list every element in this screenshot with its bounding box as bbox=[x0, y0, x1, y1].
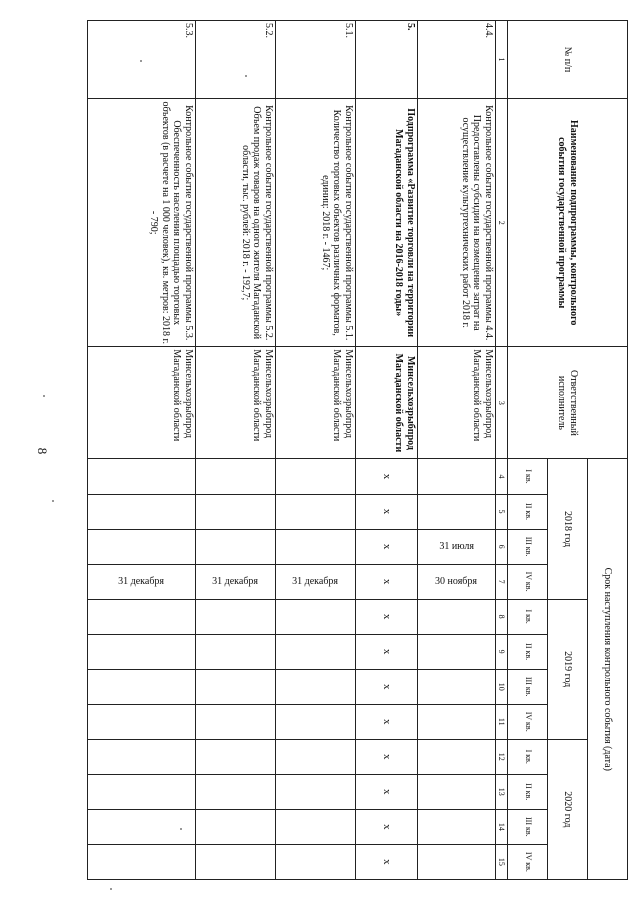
quarter-cell bbox=[196, 774, 276, 809]
header-year-2019: 2019 год bbox=[548, 599, 588, 739]
scan-speck bbox=[110, 888, 112, 890]
deadline-text: 31 декабря bbox=[292, 575, 339, 587]
quarter-cell bbox=[88, 494, 196, 529]
column-number: 7 bbox=[496, 564, 508, 599]
column-number: 4 bbox=[496, 459, 508, 494]
row-responsible: Минсельхозрыбпрод Магаданской области bbox=[356, 347, 418, 459]
header-quarter: IV кв. bbox=[508, 564, 548, 599]
rotated-table-stage bbox=[88, 20, 628, 880]
row-number: 5.2. bbox=[196, 21, 276, 99]
quarter-cell bbox=[196, 459, 276, 494]
quarter-cell bbox=[196, 704, 276, 739]
quarter-cell bbox=[418, 494, 496, 529]
header-row-period bbox=[588, 21, 628, 880]
quarter-cell bbox=[276, 634, 356, 669]
quarter-cell: х bbox=[356, 494, 418, 529]
quarter-cell bbox=[418, 774, 496, 809]
header-quarter: II кв. bbox=[508, 774, 548, 809]
control-events-table bbox=[87, 20, 628, 880]
quarter-cell bbox=[196, 529, 276, 564]
scan-speck bbox=[52, 500, 54, 502]
quarter-cell bbox=[276, 459, 356, 494]
row-number: 5.1. bbox=[276, 21, 356, 99]
quarter-cell bbox=[88, 774, 196, 809]
quarter-cell: х bbox=[356, 774, 418, 809]
column-number: 6 bbox=[496, 529, 508, 564]
header-num: № п/п bbox=[508, 21, 628, 99]
quarter-cell bbox=[88, 634, 196, 669]
column-number: 2 bbox=[496, 99, 508, 347]
column-number: 5 bbox=[496, 494, 508, 529]
column-number: 12 bbox=[496, 739, 508, 774]
quarter-cell: х bbox=[356, 529, 418, 564]
quarter-cell bbox=[418, 599, 496, 634]
table-row bbox=[418, 21, 496, 880]
header-quarter: IV кв. bbox=[508, 704, 548, 739]
header-year-2020: 2020 год bbox=[548, 739, 588, 879]
quarter-cell bbox=[418, 529, 496, 564]
column-number: 14 bbox=[496, 809, 508, 844]
table-row bbox=[276, 21, 356, 880]
header-quarter: I кв. bbox=[508, 739, 548, 774]
header-responsible: Ответственный исполнитель bbox=[508, 347, 628, 459]
row-event-name: Контрольное событие государственной программы 5.2. Объем продаж товаров на одного жителя Магаданской области, тыс. рублей: 2018 г. - 192,7; bbox=[196, 99, 276, 347]
row-subprogram-name: Подпрограмма «Развитие торговли на территории Магаданской области на 2016-2018 годы» bbox=[356, 99, 418, 347]
quarter-cell bbox=[196, 564, 276, 599]
row-number: 5. bbox=[356, 21, 418, 99]
header-quarter: III кв. bbox=[508, 809, 548, 844]
column-number: 1 bbox=[496, 21, 508, 99]
row-event-name: Контрольное событие государственной программы 5.1. Количество торговых объектов различных форматов, единиц: 2018 г. - 1467; bbox=[276, 99, 356, 347]
column-number: 8 bbox=[496, 599, 508, 634]
column-number: 15 bbox=[496, 844, 508, 879]
quarter-cell bbox=[88, 599, 196, 634]
row-event-name: Контрольное событие государственной программы 4.4. Предоставлены субсидии на возмещение затрат на осуществление культуртехнических работ 2018 г. bbox=[418, 99, 496, 347]
quarter-cell: х bbox=[356, 599, 418, 634]
quarter-cell: х bbox=[356, 669, 418, 704]
quarter-cell bbox=[196, 494, 276, 529]
quarter-cell bbox=[418, 669, 496, 704]
header-year-2018: 2018 год bbox=[548, 459, 588, 599]
header-name: Наименование подпрограммы, контрольного события государственной программы bbox=[508, 99, 628, 347]
row-number: 4.4. bbox=[418, 21, 496, 99]
quarter-cell bbox=[276, 809, 356, 844]
column-number: 11 bbox=[496, 704, 508, 739]
quarter-cell bbox=[276, 739, 356, 774]
header-quarter: III кв. bbox=[508, 669, 548, 704]
quarter-cell bbox=[276, 564, 356, 599]
table-row bbox=[88, 21, 196, 880]
quarter-cell bbox=[418, 844, 496, 879]
header-quarter: IV кв. bbox=[508, 844, 548, 879]
quarter-cell: х bbox=[356, 704, 418, 739]
quarter-cell bbox=[88, 459, 196, 494]
quarter-cell bbox=[276, 529, 356, 564]
scan-speck bbox=[43, 395, 45, 397]
quarter-cell bbox=[196, 634, 276, 669]
column-number: 9 bbox=[496, 634, 508, 669]
row-responsible: Минсельхозрыбпрод Магаданской области bbox=[418, 347, 496, 459]
deadline-text: 30 ноября bbox=[435, 575, 478, 587]
page-number: 8 bbox=[35, 447, 50, 455]
row-responsible: Минсельхозрыбпрод Магаданской области bbox=[196, 347, 276, 459]
table-row bbox=[196, 21, 276, 880]
landscape-page bbox=[88, 20, 628, 880]
column-number: 13 bbox=[496, 774, 508, 809]
quarter-cell bbox=[196, 809, 276, 844]
quarter-cell bbox=[418, 459, 496, 494]
deadline-text: 31 декабря bbox=[118, 575, 165, 587]
quarter-cell bbox=[276, 844, 356, 879]
quarter-cell bbox=[276, 774, 356, 809]
row-event-name: Контрольное событие государственной программы 5.3. Обеспеченность населения площадью торговых объектов (в расчете на 1 000 человек), кв. метров: 2018 г. - 790; bbox=[88, 99, 196, 347]
header-period: Срок наступления контрольного события (дата) bbox=[588, 459, 628, 880]
quarter-cell bbox=[276, 599, 356, 634]
quarter-cell: х bbox=[356, 844, 418, 879]
quarter-cell bbox=[88, 739, 196, 774]
header-quarter: III кв. bbox=[508, 529, 548, 564]
row-number: 5.3. bbox=[88, 21, 196, 99]
quarter-cell bbox=[88, 669, 196, 704]
quarter-cell bbox=[418, 564, 496, 599]
deadline-text: 31 декабря bbox=[212, 575, 259, 587]
quarter-cell bbox=[88, 529, 196, 564]
row-responsible: Минсельхозрыбпрод Магаданской области bbox=[276, 347, 356, 459]
quarter-cell bbox=[418, 634, 496, 669]
row-responsible: Минсельхозрыбпрод Магаданской области bbox=[88, 347, 196, 459]
quarter-cell bbox=[88, 564, 196, 599]
quarter-cell bbox=[88, 844, 196, 879]
table-row bbox=[356, 21, 418, 880]
quarter-cell bbox=[196, 599, 276, 634]
quarter-cell bbox=[88, 704, 196, 739]
deadline-text: 31 июля bbox=[439, 540, 474, 552]
quarter-cell bbox=[276, 494, 356, 529]
quarter-cell bbox=[88, 809, 196, 844]
quarter-cell: х bbox=[356, 739, 418, 774]
column-number: 10 bbox=[496, 669, 508, 704]
quarter-cell bbox=[418, 739, 496, 774]
header-quarter: I кв. bbox=[508, 599, 548, 634]
header-quarter: II кв. bbox=[508, 634, 548, 669]
quarter-cell bbox=[418, 704, 496, 739]
column-number-row bbox=[496, 21, 508, 880]
column-number: 3 bbox=[496, 347, 508, 459]
header-quarter: I кв. bbox=[508, 459, 548, 494]
quarter-cell: х bbox=[356, 564, 418, 599]
quarter-cell: х bbox=[356, 634, 418, 669]
quarter-cell bbox=[418, 809, 496, 844]
header-quarter: II кв. bbox=[508, 494, 548, 529]
quarter-cell bbox=[196, 844, 276, 879]
quarter-cell bbox=[276, 669, 356, 704]
quarter-cell: х bbox=[356, 459, 418, 494]
quarter-cell: х bbox=[356, 809, 418, 844]
quarter-cell bbox=[196, 739, 276, 774]
quarter-cell bbox=[276, 704, 356, 739]
quarter-cell bbox=[196, 669, 276, 704]
